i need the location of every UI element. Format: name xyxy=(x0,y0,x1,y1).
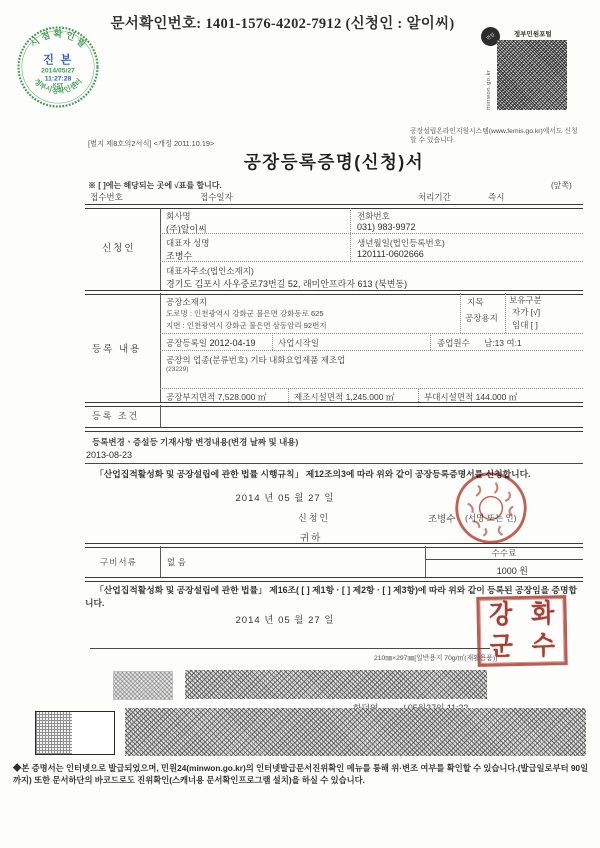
required-docs-label: 구비서류 xyxy=(100,557,137,567)
employees-value: 남:13 여:1 xyxy=(484,338,522,348)
divider xyxy=(90,648,490,649)
seal-time: 11:27:28 xyxy=(44,75,72,83)
representative-label: 대표자 성명 xyxy=(166,238,210,248)
address-label: 대표자주소(법인소재지) xyxy=(166,266,254,276)
fee-value: 1000 원 xyxy=(496,566,528,576)
recipient-label: 귀하 xyxy=(300,533,323,544)
land-category-label: 지목 xyxy=(467,297,484,307)
portal-domain-text: minwon.go.kr xyxy=(486,69,492,110)
factory-location-label: 공장소재지 xyxy=(166,297,208,307)
certification-statement: 「산업집적활성화 및 공장설립에 관한 법률」 제16조( [ ] 제1항 · [ ] 제2항 · [ ] 제3항)에 따라 위와 같이 등록된 공장임을 증명합니다. xyxy=(85,585,578,608)
row-divider xyxy=(160,388,583,389)
birth-corpno-label: 생년월일(법인등록번호) xyxy=(357,238,445,248)
industry-label: 공장의 업종(분류번호) xyxy=(166,355,248,365)
online-application-note: 공장설립온라인지원시스템(www.femis.go.kr)에서도 신청할 수 있습니다. xyxy=(410,128,578,144)
column-divider xyxy=(272,333,273,350)
section-divider xyxy=(85,427,583,432)
company-label: 회사명 xyxy=(166,211,191,221)
aux-area-value: 144.000 ㎡ xyxy=(475,392,518,402)
column-divider xyxy=(505,293,506,333)
minwon-logo-icon: 민원 xyxy=(477,23,503,49)
ownership-own-checkbox: 자가 [√] xyxy=(512,307,541,317)
seal-char: 군 xyxy=(489,633,514,662)
verification-box-pattern xyxy=(36,712,72,754)
timestamp-verification-seal xyxy=(16,25,100,109)
registration-date-label: 공장등록일 xyxy=(166,338,208,348)
mfg-area-label: 제조시설면적 xyxy=(294,392,344,402)
changes-header: 등록변경ㆍ증설등 기재사항 변경내용(변경 날짜 및 내용) xyxy=(92,437,299,447)
column-divider xyxy=(160,293,161,402)
ownership-label: 보유구분 xyxy=(509,295,542,305)
column-divider xyxy=(160,546,161,577)
barcode-image xyxy=(497,40,567,110)
form-reference: [별지 제8호의2서식] <개정 2011.10.19> xyxy=(88,139,215,148)
site-area-value: 7,528.000 ㎡ xyxy=(217,392,267,402)
applicant-section-label: 신청인 xyxy=(102,243,136,254)
check-instruction: ※ [ ]에는 해당되는 곳에 √표를 합니다. xyxy=(88,181,222,190)
site-area-label: 공장부지면적 xyxy=(166,392,216,402)
certification-date: 2014 년 05 월 27 일 xyxy=(235,615,335,626)
representative-value: 조병수 xyxy=(166,251,193,261)
redacted-barcode-bar xyxy=(125,708,586,756)
gov-portal-label: 정부민원포털 xyxy=(514,31,552,38)
changes-date: 2013-08-23 xyxy=(86,450,133,460)
business-start-label: 사업시작일 xyxy=(278,338,320,348)
page-title: 공장등록증명(신청)서 xyxy=(243,152,425,172)
request-date: 2014 년 05 월 27 일 xyxy=(235,493,335,504)
row-divider xyxy=(160,350,583,351)
corporate-seal-stamp xyxy=(449,466,533,550)
aux-area-label: 부대시설면적 xyxy=(424,392,474,402)
request-statement: 「산업집적활성화 및 공장설립에 관한 법률 시행규칙」 제12조의3에 따라 위와 같이 공장등록증명서를 신청합니다. xyxy=(95,469,531,479)
row-divider xyxy=(160,333,583,334)
redacted-bar xyxy=(185,670,487,699)
employees-label: 종업원수 xyxy=(437,338,470,348)
section-divider xyxy=(85,577,583,582)
company-value: (주)알이씨 xyxy=(166,224,207,234)
industry-line xyxy=(166,354,345,366)
fee-label: 수수료 xyxy=(491,548,517,558)
lot-address: 지번 : 인천광역시 강화군 불은면 삼동암리 92번지 xyxy=(166,321,327,330)
road-address: 도로명 : 인천광역시 강화군 불은면 강화동로 625 xyxy=(166,309,324,318)
registration-section-label: 등록 내용 xyxy=(92,344,142,355)
seal-arc-bottom-text: 정부시점확인센터 xyxy=(32,77,84,96)
seal-original-label: 진 본 xyxy=(42,54,74,67)
industry-code: (23229) xyxy=(166,366,189,373)
column-divider xyxy=(288,388,289,402)
column-divider xyxy=(160,208,161,290)
seal-char: 화 xyxy=(530,600,555,629)
mfg-area-value: 1,245.000 ㎡ xyxy=(345,392,395,402)
sign-or-seal-note: (서명 또는 인) xyxy=(465,513,517,523)
seal-char: 강 xyxy=(488,601,513,630)
request-applicant-label: 신청인 xyxy=(298,513,331,523)
verification-box xyxy=(35,711,115,755)
paper-spec-note: 210㎜×297㎜[일반용지 70g/㎡(재활용품)] xyxy=(374,655,497,662)
column-divider xyxy=(418,388,419,402)
receipt-no-label: 접수번호 xyxy=(90,192,123,202)
phone-value: 031) 983-9972 xyxy=(357,222,416,232)
column-divider xyxy=(430,333,431,350)
ownership-rent-checkbox: 임대 [ ] xyxy=(512,320,538,330)
birth-corpno-value: 120111-0602666 xyxy=(357,249,424,259)
divider xyxy=(425,559,583,560)
applicant-signature-name: 조병수 xyxy=(428,514,456,525)
page-side-note: (앞쪽) xyxy=(551,181,572,190)
receipt-date-label: 접수일자 xyxy=(200,192,233,202)
registration-date xyxy=(166,337,255,349)
seal-char: 수 xyxy=(531,632,556,661)
column-divider xyxy=(350,208,351,261)
redacted-box xyxy=(113,671,173,700)
footer-notice: ◆본 증명서는 인터넷으로 발급되었으며, 민원24(minwon.go.kr)의 인터넷발급문서진위확인 메뉴를 통해 위·변조 여부를 확인할 수 있습니다.(발급일로부터 90일까지) 또한 문서하단의 바코드로도 진위확인(스캐너용 문서확인프로그램 설치)을 하실 수 있습니다. xyxy=(13,763,589,785)
processing-period-label: 처리기간 xyxy=(418,192,451,202)
conditions-section-label: 등록 조건 xyxy=(92,411,140,421)
industry-value: 기타 내화요업제품 제조업 xyxy=(250,355,346,365)
seal-date: 2014/05/27 xyxy=(41,67,75,75)
column-divider xyxy=(160,405,161,427)
row-divider xyxy=(160,261,583,262)
phone-label: 전화번호 xyxy=(357,211,390,221)
required-docs-value: 없 음 xyxy=(167,557,186,567)
seal-arc-top-text: 시 점 확 인 필 xyxy=(28,28,88,50)
divider xyxy=(85,463,583,464)
doc-confirm-number: 문서확인번호: 1401-1576-4202-7912 (신청인 : 알이씨) xyxy=(110,16,455,32)
registration-date-value: 2012-04-19 xyxy=(209,338,256,348)
processing-period-value: 즉시 xyxy=(488,192,505,202)
land-category-value: 공장용지 xyxy=(465,313,498,323)
row-divider xyxy=(160,233,583,234)
column-divider xyxy=(460,293,461,333)
seal-timezone: KST xyxy=(52,83,64,90)
address-value: 경기도 김포시 사우중로73번길 52, 래미안프라자 613 (북변동) xyxy=(166,279,408,289)
